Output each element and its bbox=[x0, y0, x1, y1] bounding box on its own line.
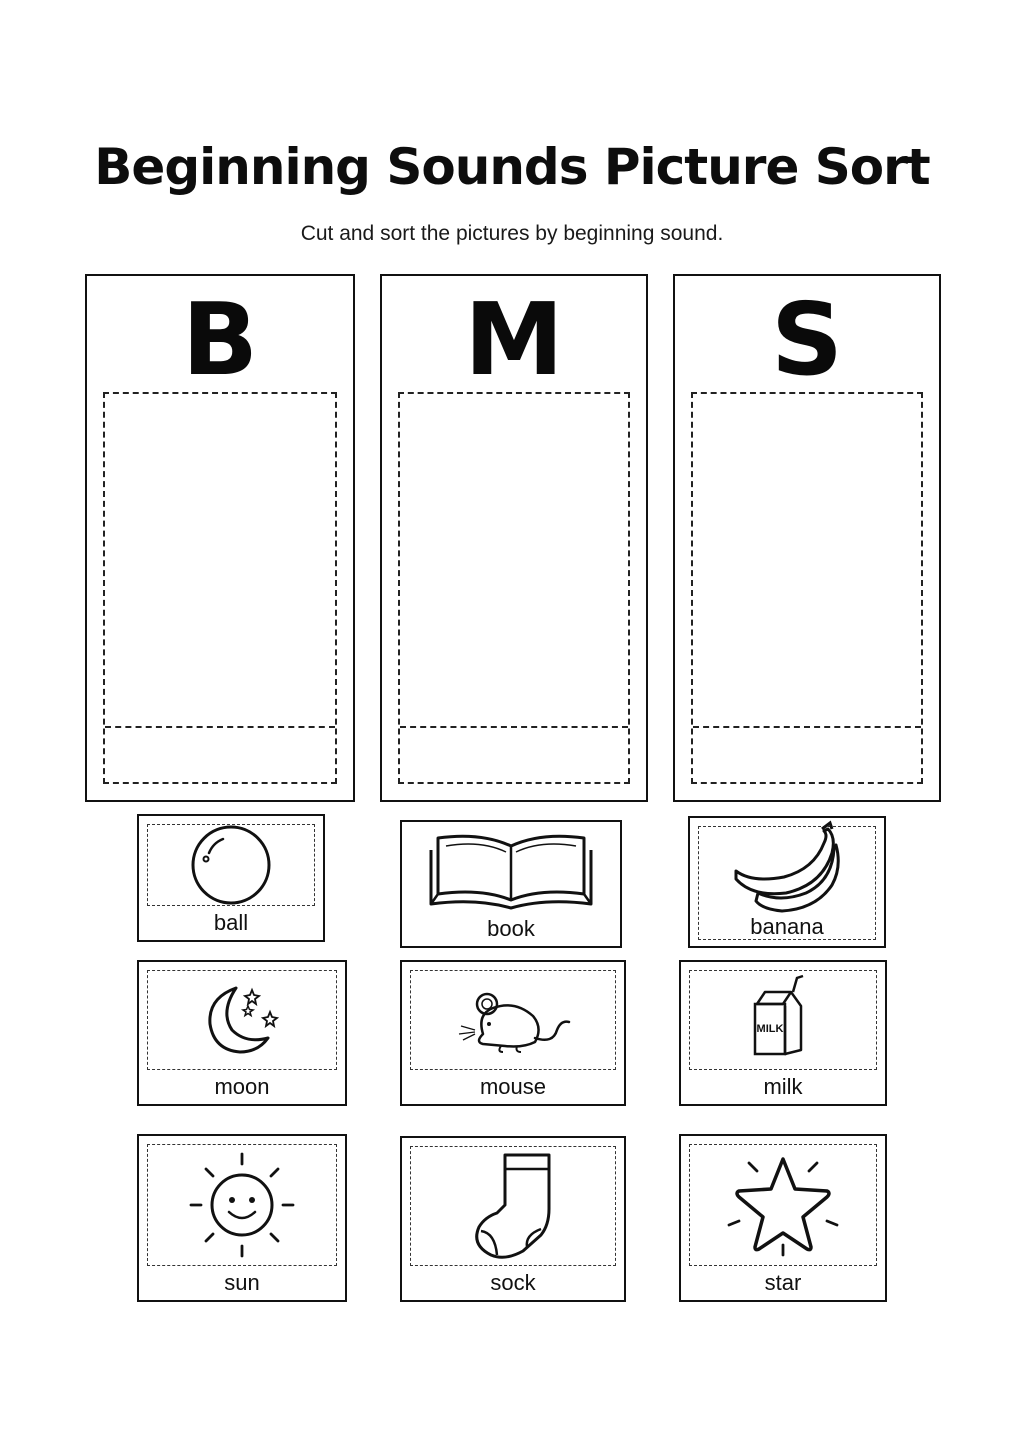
label-line bbox=[400, 726, 628, 728]
cut-line bbox=[147, 1144, 337, 1266]
book-icon bbox=[426, 828, 596, 912]
drop-zone[interactable] bbox=[398, 392, 630, 784]
card-label: ball bbox=[213, 910, 249, 935]
column-letter: B bbox=[181, 281, 259, 398]
banana-icon bbox=[732, 827, 842, 911]
cut-line bbox=[147, 970, 337, 1070]
card-label: moon bbox=[214, 1074, 270, 1099]
sock-icon bbox=[465, 1151, 561, 1261]
column-letter: S bbox=[770, 281, 844, 398]
card-label: banana bbox=[750, 914, 824, 939]
sort-column-m[interactable] bbox=[380, 274, 648, 802]
card-label: mouse bbox=[479, 1074, 547, 1099]
picture-card-banana[interactable] bbox=[688, 816, 886, 948]
picture-card-sun[interactable] bbox=[137, 1134, 347, 1302]
sort-column-b[interactable] bbox=[85, 274, 355, 802]
card-label: star bbox=[764, 1270, 802, 1295]
picture-card-moon[interactable] bbox=[137, 960, 347, 1106]
milk-carton-icon bbox=[751, 984, 815, 1056]
label-line bbox=[105, 726, 335, 728]
sun-icon bbox=[187, 1150, 297, 1260]
milk-carton-text: MILK bbox=[756, 1023, 784, 1035]
cut-line bbox=[689, 1144, 877, 1266]
picture-card-book[interactable] bbox=[400, 820, 622, 948]
moon-icon bbox=[202, 984, 282, 1056]
picture-card-star[interactable] bbox=[679, 1134, 887, 1302]
cut-line bbox=[689, 970, 877, 1070]
card-label: sun bbox=[224, 1270, 260, 1295]
picture-card-ball[interactable] bbox=[137, 814, 325, 942]
ball-icon bbox=[189, 823, 273, 907]
card-label: book bbox=[487, 916, 535, 941]
cut-line bbox=[410, 970, 616, 1070]
page-title: Beginning Sounds Picture Sort bbox=[94, 138, 930, 196]
card-label: sock bbox=[490, 1270, 536, 1295]
cut-line bbox=[147, 824, 315, 906]
sort-column-s[interactable] bbox=[673, 274, 941, 802]
drop-zone[interactable] bbox=[103, 392, 337, 784]
column-letter: M bbox=[464, 281, 564, 398]
picture-card-milk[interactable] bbox=[679, 960, 887, 1106]
drop-zone[interactable] bbox=[691, 392, 923, 784]
instructions: Cut and sort the pictures by beginning sound. bbox=[300, 222, 724, 245]
picture-card-mouse[interactable] bbox=[400, 960, 626, 1106]
card-label: milk bbox=[763, 1074, 803, 1099]
mouse-icon bbox=[453, 986, 573, 1054]
picture-card-sock[interactable] bbox=[400, 1136, 626, 1302]
star-icon bbox=[723, 1153, 843, 1257]
label-line bbox=[693, 726, 921, 728]
cut-line bbox=[410, 1146, 616, 1266]
